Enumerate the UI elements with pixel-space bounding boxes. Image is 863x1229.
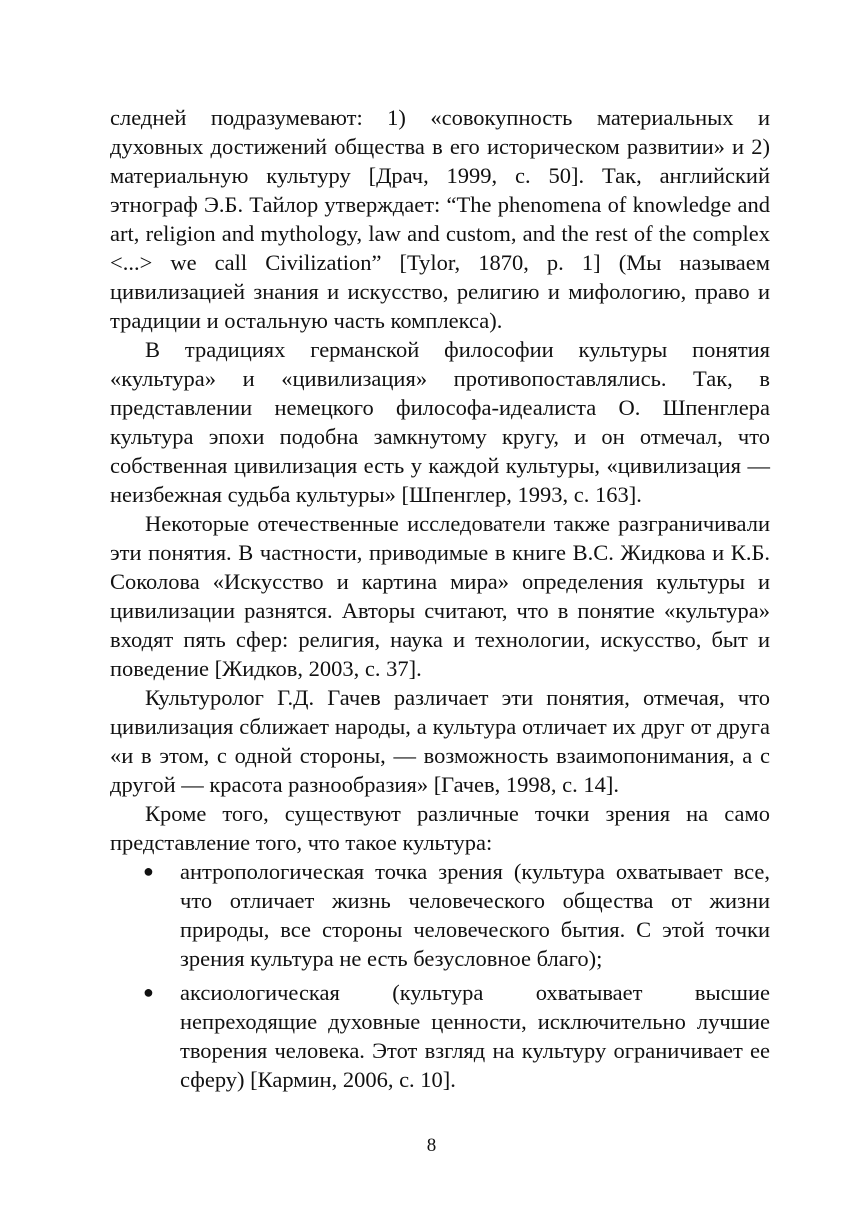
paragraph-german-philosophy: В традициях германской философии культуры понятия «культура» и «цивилизация» противопоставлялись. Так, в представлении немецкого философа-идеалиста О. Шпенглера культура эпохи подобна замкнутому кругу, и он отмечал, что собственная цивилизация есть у каждой культуры, «цивилизация — неизбежная судьба культуры» [Шпенглер, 1993, с. 163]. <box>110 337 770 507</box>
paragraph-points-of-view: Кроме того, существуют различные точки зрения на само представление того, что такое культура: <box>110 801 770 855</box>
list-item-text: антропологическая точка зрения (культура охватывает все, что отличает жизнь человеческого общества от жизни природы, все стороны человеческого бытия. С этой точки зрения культура не есть безусловное благо); <box>180 859 770 971</box>
list-item-text: аксиологическая (культура охватывает высшие непреходящие духовные ценности, исключительно лучшие творения человека. Этот взгляд на культуру ограничивает ее сферу) [Кармин, 2006, с. 10]. <box>180 980 770 1092</box>
page-number: 8 <box>426 1135 437 1156</box>
page-body <box>110 103 770 1099</box>
bullet-icon: ● <box>143 982 154 1002</box>
list-item <box>110 978 770 1094</box>
paragraph-domestic-researchers: Некоторые отечественные исследователи также разграничивали эти понятия. В частности, приводимые в книге В.С. Жидкова и К.Б. Соколова «Искусство и картина мира» определения культуры и цивилизации разнятся. Авторы считают, что в понятие «культура» входят пять сфер: религия, наука и технологии, искусство, быт и поведение [Жидков, 2003, с. 37]. <box>110 511 770 681</box>
list-item <box>110 857 770 973</box>
paragraph-continuation: следней подразумевают: 1) «совокупность материальных и духовных достижений общества в его историческом развитии» и 2) материальную культуру [Драч, 1999, с. 50]. Так, английский этнограф Э.Б. Тайлор утверждает: “The phenomena of knowledge and art, religion and mythology, law and custom, and the rest of the complex <...> we call Civilization” [Tylor, 1870, p. 1] (Мы называем цивилизацией знания и искусство, религию и мифологию, право и традиции и остальную часть комплекса). <box>110 105 770 333</box>
paragraph-gachev: Культуролог Г.Д. Гачев различает эти понятия, отмечая, что цивилизация сближает народы, а культура отличает их друг от друга «и в этом, с одной стороны, — возможность взаимопонимания, а с другой — красота разнообразия» [Гачев, 1998, с. 14]. <box>110 685 770 797</box>
bullet-icon: ● <box>143 861 154 881</box>
bullet-list <box>110 857 770 1094</box>
